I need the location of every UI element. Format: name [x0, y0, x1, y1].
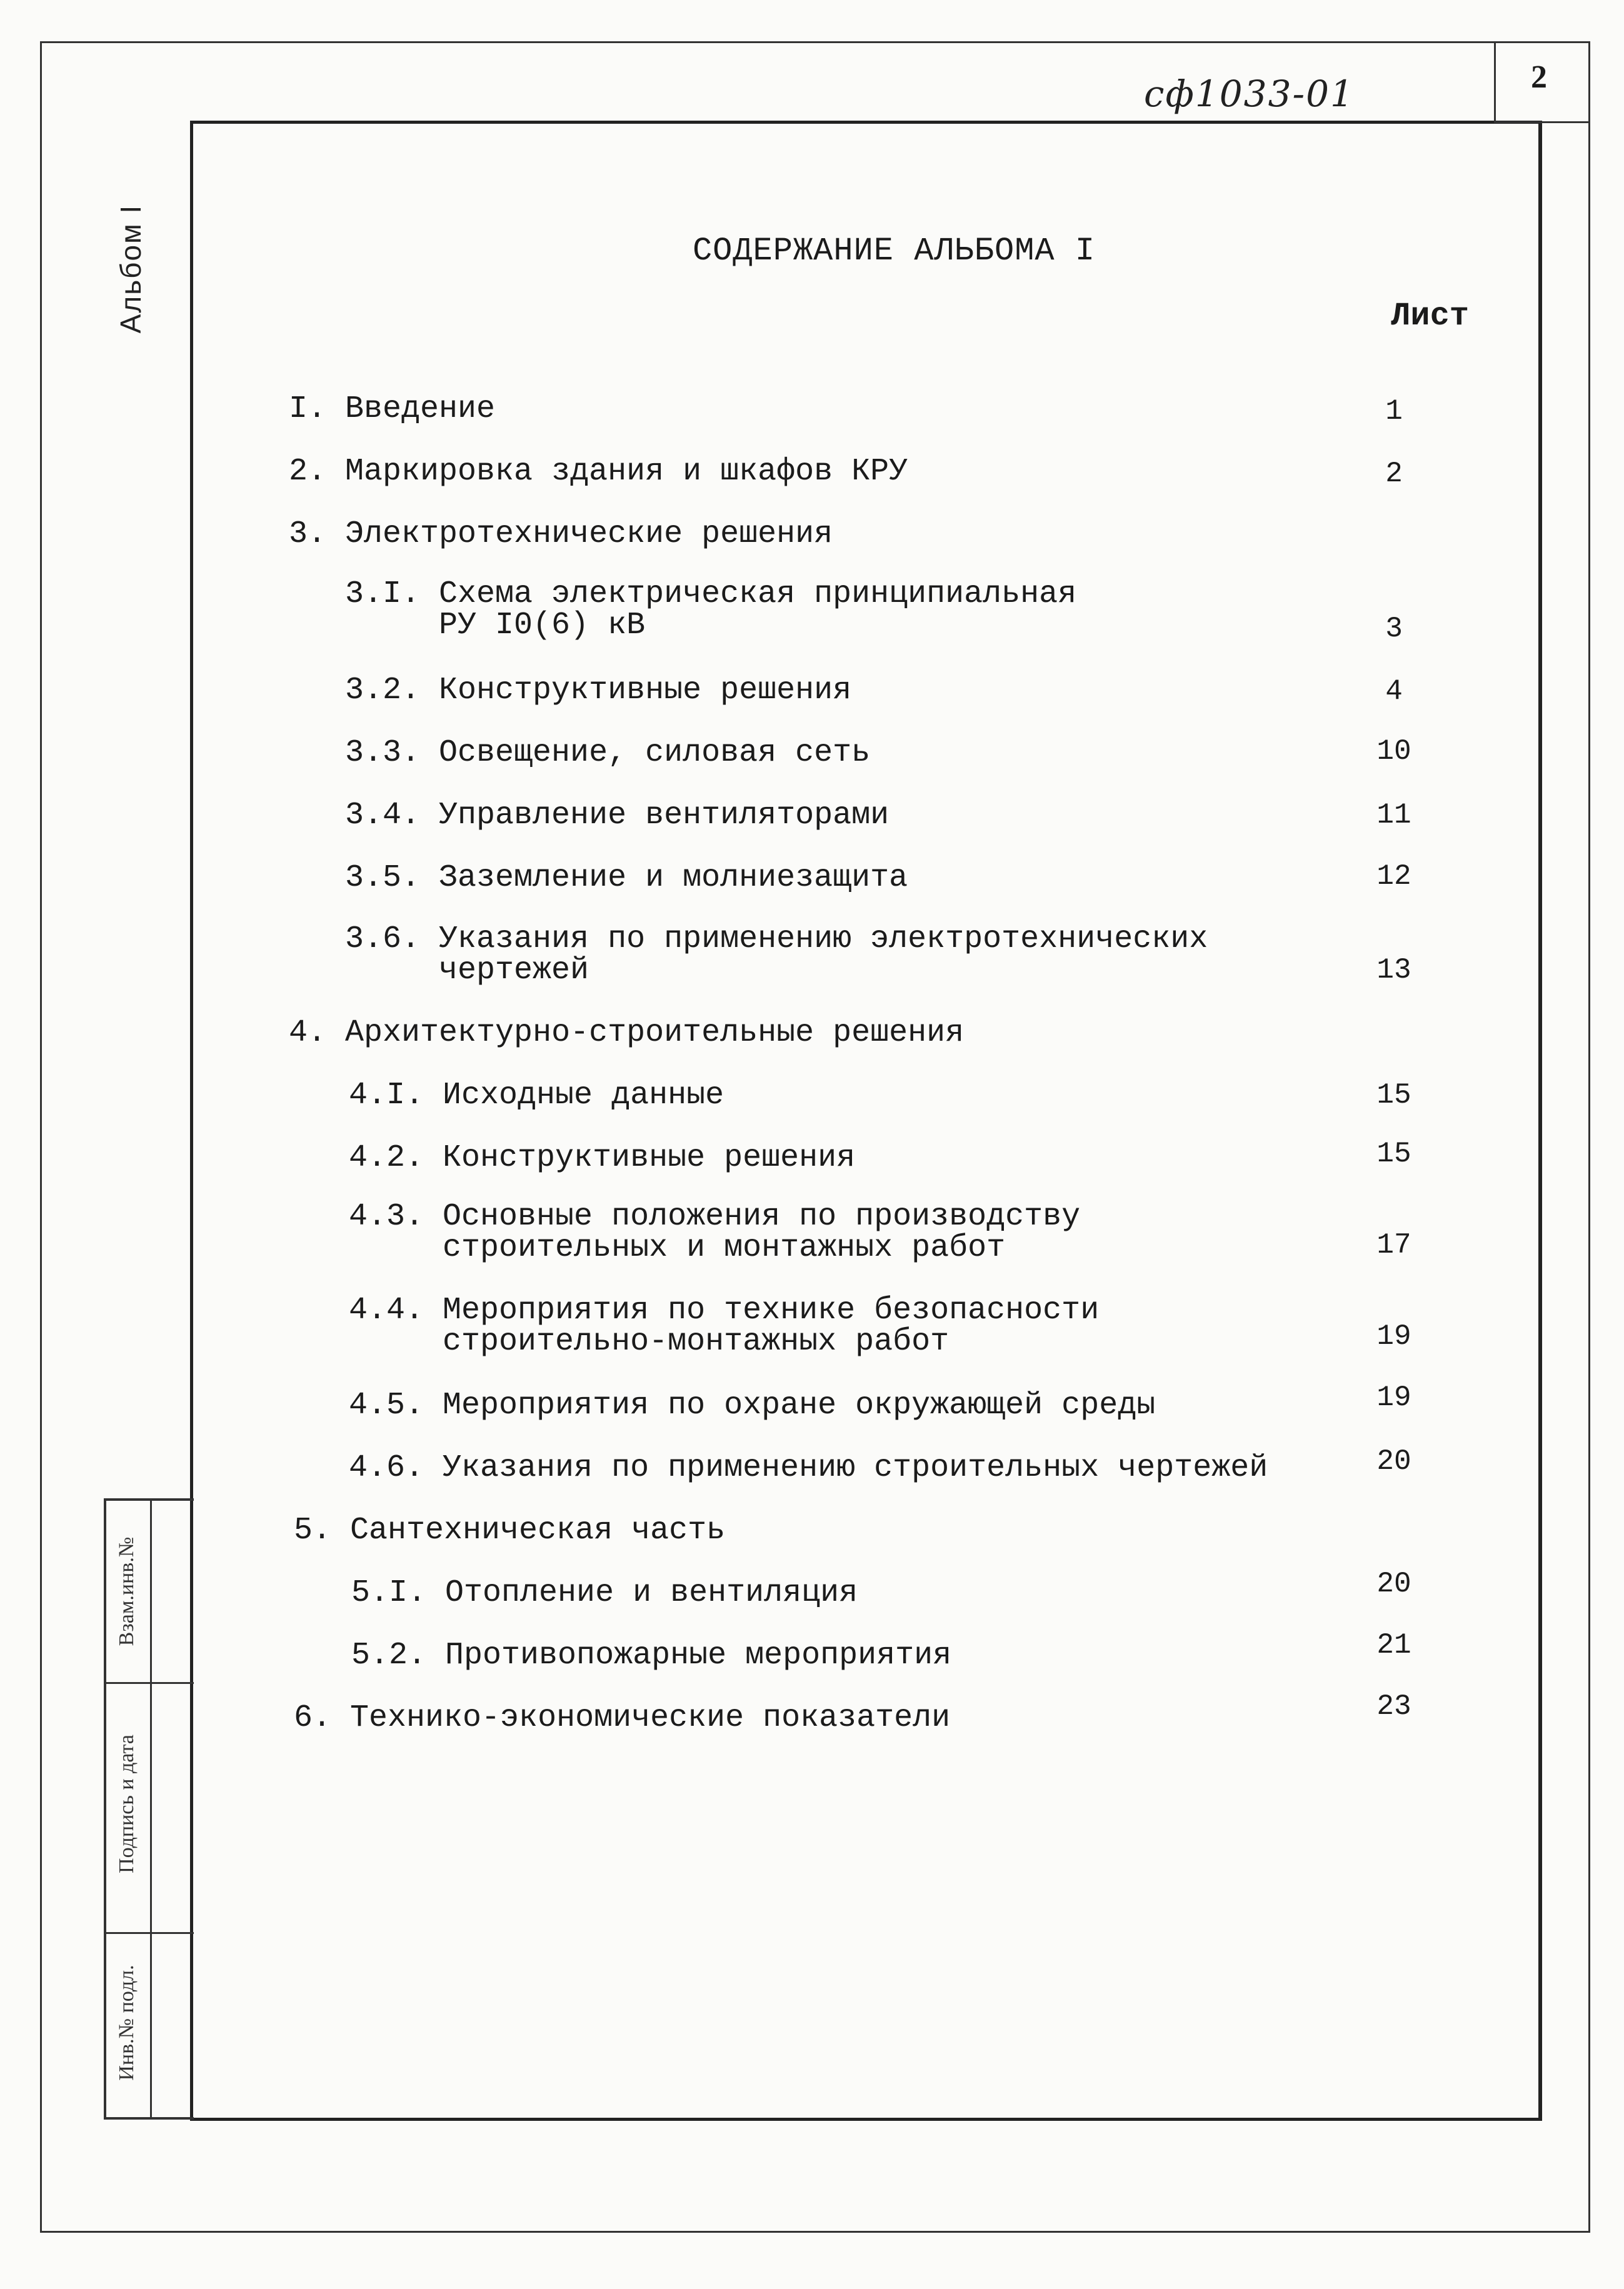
sheet-column-header: Лист	[1391, 298, 1469, 334]
toc-entry: 2. Маркировка здания и шкафов КРУ	[289, 454, 908, 489]
toc-page: 19	[1376, 1381, 1411, 1414]
stamp-table	[104, 1498, 194, 2120]
stamp-podpis-data: Подпись и дата	[115, 1735, 138, 1873]
toc-page: 10	[1376, 735, 1411, 768]
toc-page: 20	[1376, 1445, 1411, 1478]
toc-page: 23	[1376, 1690, 1411, 1723]
toc-entry: 4.5. Мероприятия по охране окружающей среды	[349, 1388, 1156, 1423]
toc-page: 21	[1376, 1629, 1411, 1661]
toc-entry: 3.5. Заземление и молниезащита	[345, 860, 908, 896]
toc-page: 15	[1376, 1079, 1411, 1111]
toc-entry: I. Введение	[289, 391, 496, 427]
toc-page: 12	[1376, 860, 1411, 893]
toc-page: 15	[1376, 1138, 1411, 1170]
toc-page: 4	[1385, 675, 1403, 708]
stamp-divider	[106, 1932, 194, 1934]
toc-page: 20	[1376, 1568, 1411, 1600]
stamp-divider	[106, 1682, 194, 1684]
toc-entry: 4.2. Конструктивные решения	[349, 1140, 856, 1176]
toc-entry: 3.4. Управление вентиляторами	[345, 798, 890, 833]
toc-page: 2	[1385, 458, 1403, 490]
toc-entry: 3.I. Схема электрическая принципиальная РУ I0(6) кВ	[345, 576, 1077, 643]
toc-entry: 5. Сантехническая часть	[294, 1513, 726, 1548]
sheet-number: 2	[1531, 59, 1547, 95]
toc-entry: 3.2. Конструктивные решения	[345, 673, 852, 708]
stamp-divider	[150, 1501, 152, 2117]
toc-entry: 4.4. Мероприятия по технике безопасности строительно-монтажных работ	[349, 1293, 1100, 1360]
stamp-vzam-inv: Взам.инв.№	[115, 1536, 138, 1646]
toc-page: 11	[1376, 799, 1411, 831]
toc-page: 1	[1385, 395, 1403, 428]
toc-entry: 5.2. Противопожарные мероприятия	[351, 1638, 952, 1673]
toc-entry: 5.I. Отопление и вентиляция	[351, 1575, 858, 1611]
toc-entry: 4.I. Исходные данные	[349, 1078, 724, 1113]
toc-entry: 3.6. Указания по применению электротехнических чертежей	[345, 921, 1208, 988]
toc-entry: 4. Архитектурно-строительные решения	[289, 1015, 965, 1051]
toc-page: 3	[1385, 613, 1403, 645]
toc-entry: 4.3. Основные положения по производству строительных и монтажных работ	[349, 1199, 1081, 1266]
toc-entry: 3.3. Освещение, силовая сеть	[345, 735, 871, 771]
document-code: сф1033-01	[1144, 73, 1355, 115]
toc-page: 13	[1376, 954, 1411, 986]
toc-entry: 6. Технико-экономические показатели	[294, 1700, 951, 1736]
toc-page: 17	[1376, 1229, 1411, 1261]
toc-entry: 3. Электротехнические решения	[289, 516, 833, 552]
stamp-inv-podl: Инв.№ подл.	[115, 1965, 138, 2081]
page-title: СОДЕРЖАНИЕ АЛЬБОМА I	[692, 233, 1096, 269]
toc-page: 19	[1376, 1320, 1411, 1353]
album-label: Альбом I	[114, 204, 147, 334]
toc-entry: 4.6. Указания по применению строительных чертежей	[349, 1450, 1268, 1486]
